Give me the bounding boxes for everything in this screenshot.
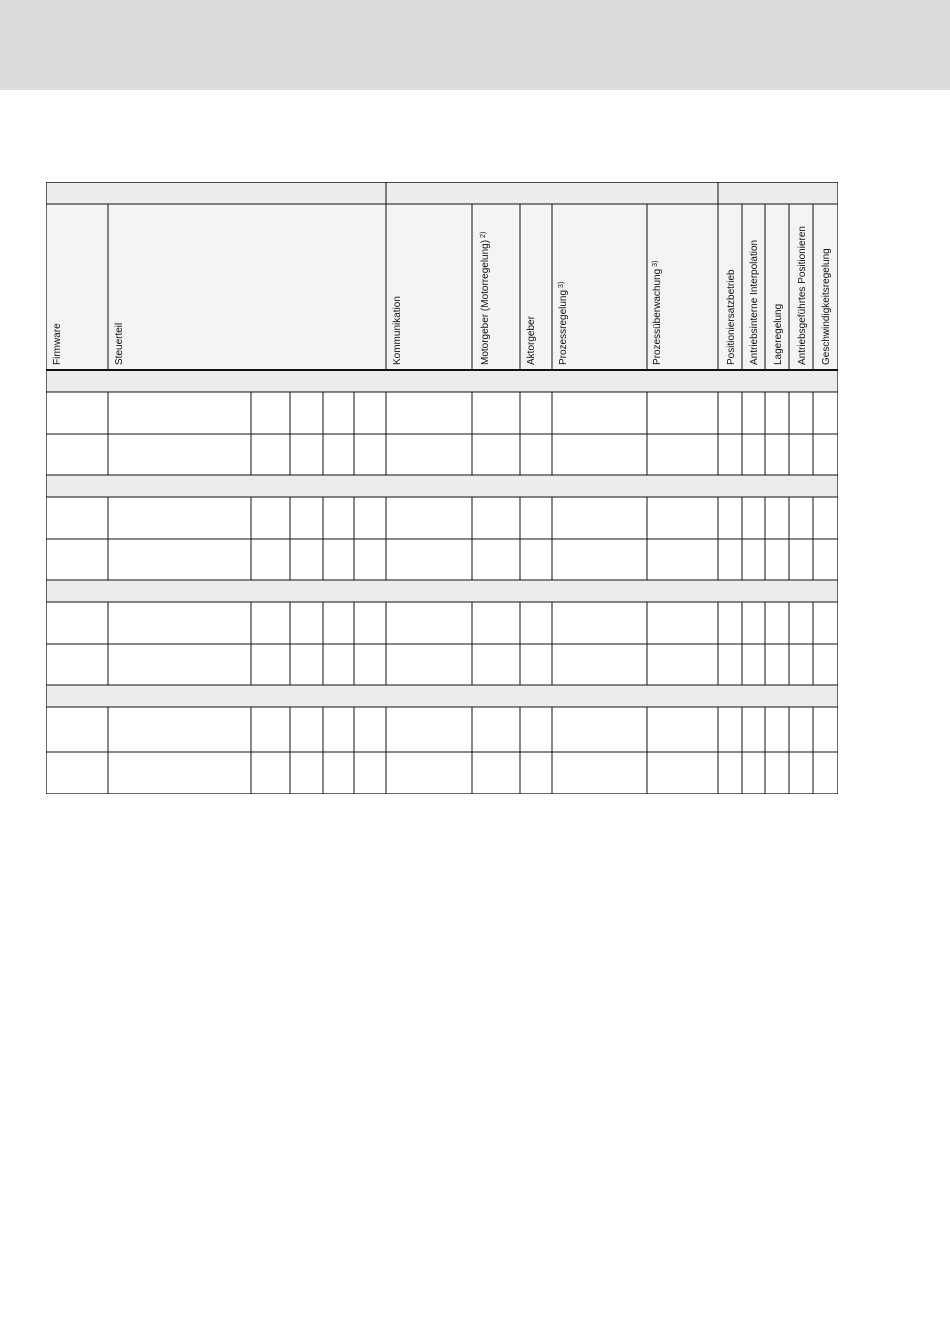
header-motorgeber-footnote: 2) [480, 231, 487, 238]
header-firmware: Firmware [52, 323, 63, 365]
header-antriebsinterne-interpolation: Antriebsinterne Interpolation [749, 239, 760, 365]
header-aktorgeber: Aktorgeber [526, 316, 537, 365]
header-prozessregelung-footnote: 3) [558, 281, 565, 288]
header-prozessueberwachung-footnote: 3) [652, 260, 659, 267]
group-header-band [46, 182, 838, 204]
header-steuerteil: Steuerteil [114, 322, 125, 365]
section-band-1 [46, 370, 838, 392]
header-motorgeber: Motorgeber (Motorregelung)$^{2)}$ [480, 231, 491, 365]
header-prozessregelung: Prozessregelung$^{3)}$ [558, 281, 569, 365]
header-positioniersatzbetrieb: Positioniersatzbetrieb [726, 269, 737, 365]
feature-matrix-table [46, 182, 838, 794]
section-band-3 [46, 580, 838, 602]
header-kommunikation: Kommunikation [392, 296, 403, 365]
column-header-band [46, 204, 838, 369]
header-antriebsgefuehrtes-positionieren: Antriebsgeführtes Positionieren [797, 226, 808, 365]
section-band-2 [46, 475, 838, 497]
header-geschwindigkeitsregelung: Geschwindigkeitsregelung [821, 248, 832, 365]
page-header-band [0, 0, 950, 90]
header-prozessueberwachung: Prozessüberwachung$^{3)}$ [652, 260, 663, 365]
section-band-4 [46, 685, 838, 707]
header-lageregelung: Lageregelung [773, 303, 784, 365]
